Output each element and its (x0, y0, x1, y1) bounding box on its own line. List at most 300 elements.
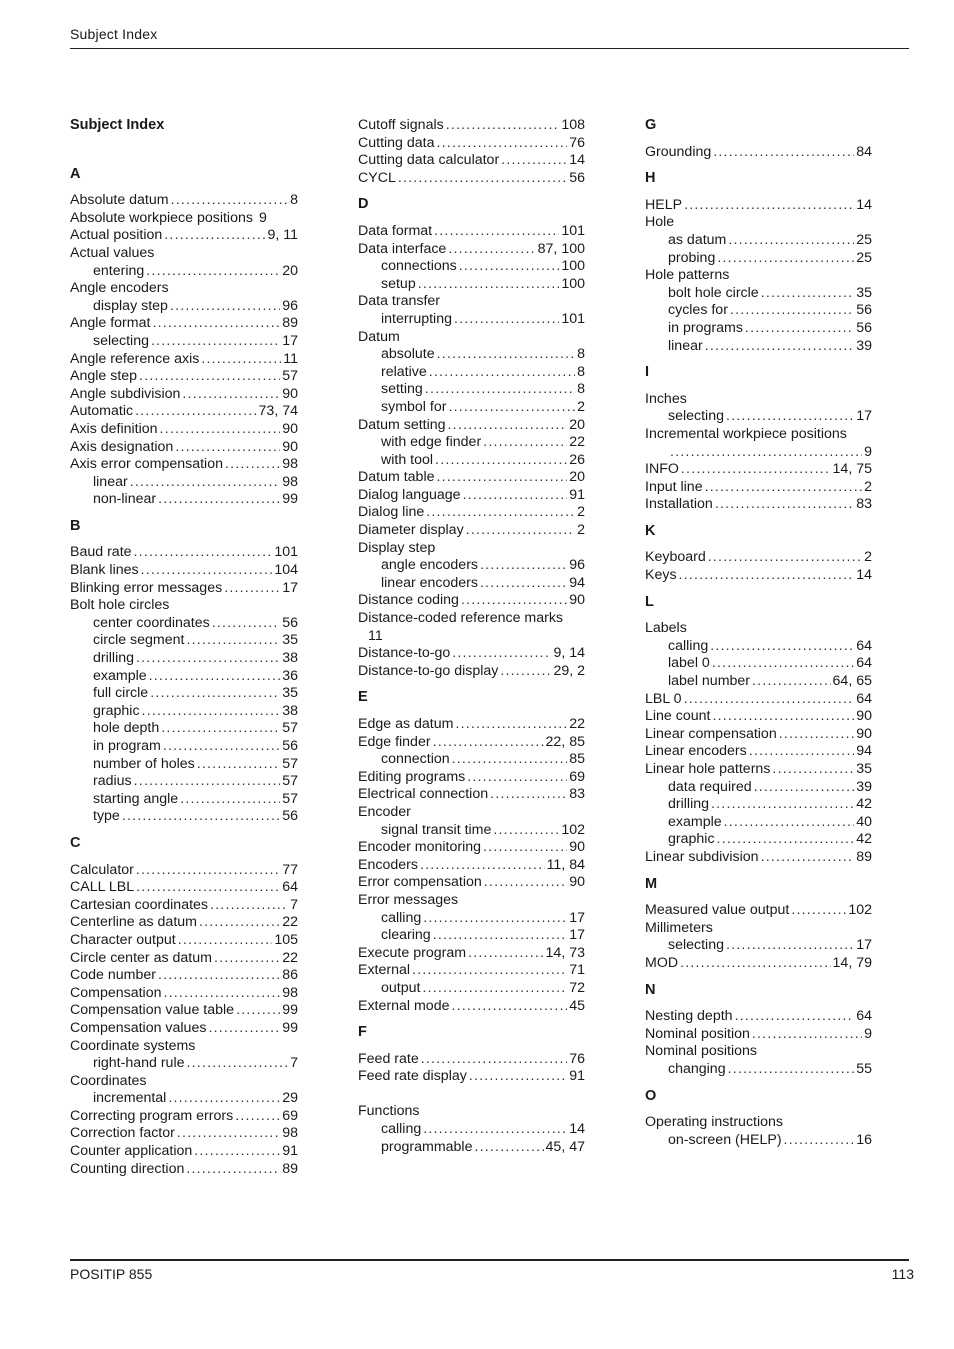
index-entry (358, 998, 585, 1016)
index-section (645, 364, 872, 514)
index-subentry (358, 980, 585, 998)
index-entry (70, 280, 298, 298)
index-entry (70, 1108, 298, 1126)
index-entry-label: as datum (668, 231, 727, 248)
index-entry-label: incremental (93, 1090, 167, 1107)
index-section (645, 1088, 872, 1150)
index-entry-label: number of holes (93, 755, 195, 772)
index-subentry (70, 333, 298, 351)
index-entry-page: 108 (561, 117, 585, 133)
index-subentry (358, 258, 585, 276)
index-entry-page: 101 (561, 310, 585, 327)
index-entry-label: Counter application (70, 1143, 193, 1160)
index-entry-page: 9 (864, 1025, 872, 1042)
section-letter: A (70, 165, 81, 182)
leader-dots (705, 479, 863, 497)
index-entry-label: right-hand rule (93, 1055, 185, 1072)
index-entry (645, 726, 872, 744)
leader-dots (451, 998, 567, 1016)
index-entry (645, 1026, 872, 1044)
index-entry-page: 56 (282, 614, 298, 631)
index-entry (358, 522, 585, 540)
index-entry-label: in programs (668, 319, 743, 336)
index-subentry (358, 381, 585, 399)
index-entry (358, 663, 585, 681)
index-entry-label: Inches (645, 390, 687, 407)
index-section (645, 594, 872, 867)
index-entry-page: 22 (569, 716, 585, 732)
index-subentry (70, 668, 298, 686)
index-entry-label: Blinking error messages (70, 579, 223, 596)
leader-dots (474, 1139, 543, 1157)
index-entry-label: Distance-to-go (358, 645, 451, 662)
leader-dots (235, 1108, 280, 1126)
index-entry (70, 562, 298, 580)
index-entry-label: example (668, 813, 722, 830)
index-entry (70, 544, 298, 562)
index-entry-label: Angle step (70, 368, 138, 385)
leader-dots (201, 351, 281, 369)
index-entry-label: setup (381, 275, 416, 292)
index-entry-label: Axis designation (70, 438, 174, 455)
index-subentry (645, 1061, 872, 1079)
index-entry-label: CYCL (358, 169, 396, 186)
leader-dots (197, 756, 280, 774)
index-entry (645, 1114, 872, 1132)
index-entry-label: radius (93, 773, 132, 790)
index-entry-label: clearing (381, 927, 431, 944)
leader-dots (713, 144, 854, 162)
index-entry-page: 99 (282, 1019, 298, 1036)
leader-dots (423, 910, 567, 928)
index-entry-label: Linear hole patterns (645, 761, 771, 777)
index-entry-page: 98 (282, 984, 298, 1001)
section-letter: C (70, 834, 81, 851)
leader-dots (158, 491, 280, 509)
index-entry-label: linear encoders (381, 574, 479, 591)
index-entry-label: Execute program (358, 944, 467, 961)
index-subentry (70, 474, 298, 492)
index-section (358, 1024, 585, 1156)
index-entry-page: 90 (569, 592, 585, 609)
index-entry-label: Coordinates (70, 1072, 147, 1089)
index-entry-label: Angle format (70, 315, 151, 332)
index-entry-label: display step (93, 297, 168, 314)
leader-dots (164, 227, 265, 245)
index-section (645, 982, 872, 1079)
leader-dots (135, 403, 256, 421)
index-entry (70, 1038, 298, 1056)
index-entry-page: 64 (856, 690, 872, 707)
leader-dots (717, 831, 855, 849)
index-entry-label: Edge finder (358, 733, 431, 750)
leader-dots (705, 338, 855, 356)
index-subentry (358, 1121, 585, 1139)
index-entry-page: 69 (282, 1107, 298, 1124)
index-entry-label: Actual position (70, 227, 163, 244)
index-entry-page: 57 (282, 368, 298, 385)
index-entry-page: 17 (856, 937, 872, 954)
index-title: Subject Index (70, 117, 165, 133)
index-entry-page: 101 (561, 222, 585, 239)
index-entry-page: 77 (282, 861, 298, 878)
index-entry-label: External mode (358, 997, 450, 1014)
index-entry (358, 152, 585, 170)
index-entry (70, 879, 298, 897)
index-entry (358, 241, 585, 259)
index-entry-page: 84 (856, 143, 872, 160)
index-entry-page: 42 (856, 796, 872, 813)
index-entry-page: 20 (282, 262, 298, 279)
index-entry-label: Keyboard (645, 549, 706, 566)
index-entry-label: Datum setting (358, 416, 446, 433)
index-entry (645, 1008, 872, 1026)
leader-dots (710, 638, 854, 656)
index-entry-label: calling (381, 909, 422, 926)
index-entry-page: 76 (569, 1050, 585, 1067)
index-entry-label: Operating instructions (645, 1114, 784, 1131)
index-entry-label: label 0 (668, 655, 710, 672)
section-letter: B (70, 517, 81, 534)
index-entry-page: 56 (569, 169, 585, 186)
index-entry (358, 487, 585, 505)
index-entry (645, 267, 872, 285)
index-entry (645, 743, 872, 761)
index-subentry (645, 779, 872, 797)
index-entry-page: 94 (569, 574, 585, 591)
index-entry (70, 192, 298, 210)
leader-dots (429, 364, 575, 382)
index-entry-page: 17 (856, 408, 872, 425)
section-letter: K (645, 522, 656, 539)
index-entry-label: selecting (668, 937, 724, 954)
index-entry (358, 945, 585, 963)
leader-dots (735, 1008, 855, 1026)
leader-dots (490, 786, 567, 804)
section-letter: H (645, 170, 656, 187)
index-entry-page: 83 (569, 786, 585, 803)
index-entry-page: 8 (577, 381, 585, 398)
index-entry: Incremental workpiece positions (645, 425, 847, 442)
index-entry-page: 64, 65 (832, 673, 872, 690)
index-entry-page: 56 (856, 302, 872, 319)
leader-dots (712, 655, 854, 673)
index-entry-label: drilling (93, 650, 135, 667)
index-entry-page: 89 (282, 1160, 298, 1177)
index-subentry (645, 338, 872, 356)
index-entry-label: Cutoff signals (358, 117, 444, 133)
index-entry-label: Blank lines (70, 562, 139, 579)
index-entry-label: Absolute datum (70, 192, 169, 209)
index-entry (70, 897, 298, 915)
leader-dots (423, 1121, 567, 1139)
leader-dots (437, 346, 575, 364)
index-entry-page: 9 (864, 443, 872, 460)
index-entry-label: circle segment (93, 632, 185, 649)
index-subentry (70, 720, 298, 738)
section-letter: D (358, 196, 369, 213)
leader-dots (670, 444, 862, 462)
leader-dots (452, 645, 551, 663)
leader-dots (708, 549, 862, 567)
index-subentry (70, 263, 298, 281)
index-entry-label: Cutting data (358, 134, 435, 151)
leader-dots (448, 417, 568, 435)
index-subentry (358, 276, 585, 294)
index-section (70, 835, 298, 1178)
index-entry-label: Compensation values (70, 1019, 207, 1036)
index-entry (645, 496, 872, 514)
index-entry-page: 99 (282, 491, 298, 508)
index-entry-page: 99 (282, 1002, 298, 1019)
index-entry-page: 55 (856, 1060, 872, 1077)
index-subentry (358, 1139, 585, 1157)
index-entry-label: Datum table (358, 469, 435, 486)
leader-dots (178, 932, 273, 950)
index-entry-page: 39 (856, 778, 872, 795)
index-subentry (70, 756, 298, 774)
index-entry-label: connection (381, 751, 450, 768)
index-subentry (358, 311, 585, 329)
index-entry-label: Diameter display (358, 522, 464, 539)
index-entry (358, 417, 585, 435)
leader-dots (122, 808, 280, 826)
index-entry (70, 1002, 298, 1020)
index-entry (645, 761, 872, 779)
index-subentry (645, 814, 872, 832)
leader-dots (484, 874, 567, 892)
index-entry-label: Input line (645, 478, 703, 495)
index-entry-page: 96 (569, 557, 585, 574)
index-subentry (645, 937, 872, 955)
leader-dots (500, 663, 551, 681)
index-entry-label: graphic (93, 702, 140, 719)
index-entry-label: interrupting (381, 310, 452, 327)
index-section (358, 196, 585, 680)
index-entry-page: 83 (856, 496, 872, 513)
index-section (645, 523, 872, 585)
index-entry-label: Axis error compensation (70, 456, 223, 473)
index-entry-page: 22, 85 (545, 733, 585, 750)
index-entry-page: 17 (282, 332, 298, 349)
index-entry (70, 403, 298, 421)
index-entry-label: Functions (358, 1103, 420, 1120)
index-entry-label: Error messages (358, 891, 459, 908)
index-entry-page: 7 (290, 1055, 298, 1072)
leader-dots (681, 461, 831, 479)
index-entry-page: 64 (856, 637, 872, 654)
index-entry-label: connections (381, 258, 457, 275)
index-entry-label: linear (93, 473, 128, 490)
index-entry (358, 1068, 585, 1086)
index-entry (70, 1020, 298, 1038)
index-entry-label: Encoder (358, 803, 411, 820)
index-subentry (645, 831, 872, 849)
index-entry-label: signal transit time (381, 821, 492, 838)
leader-dots (752, 673, 831, 691)
index-entry-page: 8 (577, 363, 585, 380)
index-entry-label: Absolute workpiece positions (70, 209, 253, 226)
index-entry-page: 56 (856, 319, 872, 336)
index-entry (70, 1143, 298, 1161)
index-entry-label: probing (668, 249, 716, 266)
index-subentry (358, 822, 585, 840)
leader-dots (180, 791, 280, 809)
leader-dots (434, 223, 559, 241)
index-subentry (70, 298, 298, 316)
index-entry (645, 708, 872, 726)
index-entry-label: Axis definition (70, 420, 158, 437)
index-subentry (645, 655, 872, 673)
index-entry-page: 57 (282, 755, 298, 772)
leader-dots (772, 761, 854, 779)
leader-dots (164, 985, 281, 1003)
index-subentry (358, 557, 585, 575)
leader-dots (177, 1125, 280, 1143)
leader-dots (208, 1020, 280, 1038)
index-entry-page: 57 (282, 720, 298, 737)
index-entry (645, 567, 872, 585)
index-entry-label: Compensation value table (70, 1002, 235, 1019)
index-entry-label: Dialog language (358, 486, 461, 503)
leader-dots (186, 1161, 280, 1179)
index-section (358, 117, 585, 187)
footer-rule (70, 1259, 909, 1261)
index-entry-page: 45, 47 (545, 1138, 585, 1155)
index-subentry (645, 1132, 872, 1150)
index-entry-label: LBL 0 (645, 690, 682, 707)
leader-dots (163, 738, 280, 756)
leader-dots (749, 743, 854, 761)
index-entry-label: with edge finder (381, 434, 482, 451)
index-entry-page: 38 (282, 702, 298, 719)
leader-dots (480, 557, 567, 575)
index-entry-page: 69 (569, 768, 585, 785)
index-entry-label: entering (93, 262, 145, 279)
index-entry-label: Encoder monitoring (358, 839, 482, 856)
index-entry-continuation (645, 444, 872, 462)
index-subentry (645, 408, 872, 426)
index-entry-label: on-screen (HELP) (668, 1131, 782, 1148)
leader-dots (684, 691, 855, 709)
index-entry-label: Feed rate display (358, 1068, 467, 1085)
index-entry-page: 8 (577, 346, 585, 363)
leader-dots (175, 439, 280, 457)
index-entry-page: 89 (856, 848, 872, 865)
index-entry-label: non-linear (93, 491, 157, 508)
leader-dots (448, 241, 535, 259)
index-entry-label: angle encoders (381, 557, 479, 574)
leader-dots (136, 862, 280, 880)
index-entry-page: 22 (282, 914, 298, 931)
index-entry-page: 35 (856, 284, 872, 301)
index-entry-page: 9, 14 (553, 645, 585, 662)
index-entry-page: 90 (856, 725, 872, 742)
leader-dots (728, 232, 854, 250)
index-entry-page: 98 (282, 473, 298, 490)
index-entry-label: Linear compensation (645, 725, 777, 742)
index-entry-page: 57 (282, 790, 298, 807)
leader-dots (711, 796, 854, 814)
index-entry-page: 17 (282, 579, 298, 596)
leader-dots (412, 962, 567, 980)
index-entry-page: 56 (282, 808, 298, 825)
leader-dots (715, 496, 854, 514)
index-entry-page: 17 (569, 927, 585, 944)
index-entry-label: calling (381, 1121, 422, 1138)
index-entry (358, 117, 585, 135)
index-entry-label: Data transfer (358, 293, 441, 310)
leader-dots (483, 839, 567, 857)
index-entry-label: selecting (93, 332, 149, 349)
index-subentry (645, 232, 872, 250)
index-entry-page: 91 (282, 1143, 298, 1160)
index-entry-label: HELP (645, 196, 683, 213)
index-entry-label: Data format (358, 222, 433, 239)
index-entry (358, 804, 585, 822)
index-entry (645, 902, 872, 920)
index-entry-label: Linear subdivision (645, 848, 759, 865)
index-entry (358, 293, 585, 311)
index-entry-page: 98 (282, 456, 298, 473)
index-entry-label: Installation (645, 496, 713, 513)
index-entry-label: center coordinates (93, 614, 210, 631)
index-subentry (70, 491, 298, 509)
index-entry-label: Coordinate systems (70, 1037, 196, 1054)
index-entry-label: External (358, 962, 411, 979)
index-subentry (645, 250, 872, 268)
index-entry-page: 22 (569, 434, 585, 451)
index-subentry (70, 650, 298, 668)
leader-dots (421, 1051, 567, 1069)
index-entry (358, 223, 585, 241)
index-entry (358, 892, 585, 910)
index-entry-label: symbol for (381, 398, 447, 415)
index-subentry (358, 434, 585, 452)
leader-dots (141, 562, 273, 580)
index-entry-page: 14 (856, 196, 872, 213)
index-entry-label: Cartesian coordinates (70, 896, 209, 913)
section-letter: I (645, 364, 650, 381)
index-entry-label: Nesting depth (645, 1008, 733, 1025)
index-entry-label: Centerline as datum (70, 914, 197, 931)
index-entry-label: Edge as datum (358, 716, 454, 732)
leader-dots (679, 567, 855, 585)
index-entry-label: CALL LBL (70, 879, 135, 896)
leader-dots (680, 955, 830, 973)
leader-dots (199, 914, 280, 932)
index-subentry (358, 399, 585, 417)
index-column-1 (70, 117, 298, 1187)
leader-dots (448, 399, 575, 417)
index-entry-label: graphic (668, 831, 715, 848)
index-subentry (358, 575, 585, 593)
leader-dots (779, 726, 855, 744)
index-entry-label: Correcting program errors (70, 1107, 234, 1124)
index-entry-label: Baud rate (70, 544, 132, 561)
index-entry-label: Angle reference axis (70, 350, 200, 367)
leader-dots (187, 1055, 289, 1073)
leader-dots (168, 1090, 280, 1108)
index-entry-label: type (93, 808, 120, 825)
index-entry-page: 29 (282, 1090, 298, 1107)
index-subentry (70, 773, 298, 791)
index-entry (70, 580, 298, 598)
leader-dots (745, 320, 854, 338)
index-entry-label: hole depth (93, 720, 160, 737)
header-rule (70, 48, 909, 49)
leader-dots (158, 967, 280, 985)
